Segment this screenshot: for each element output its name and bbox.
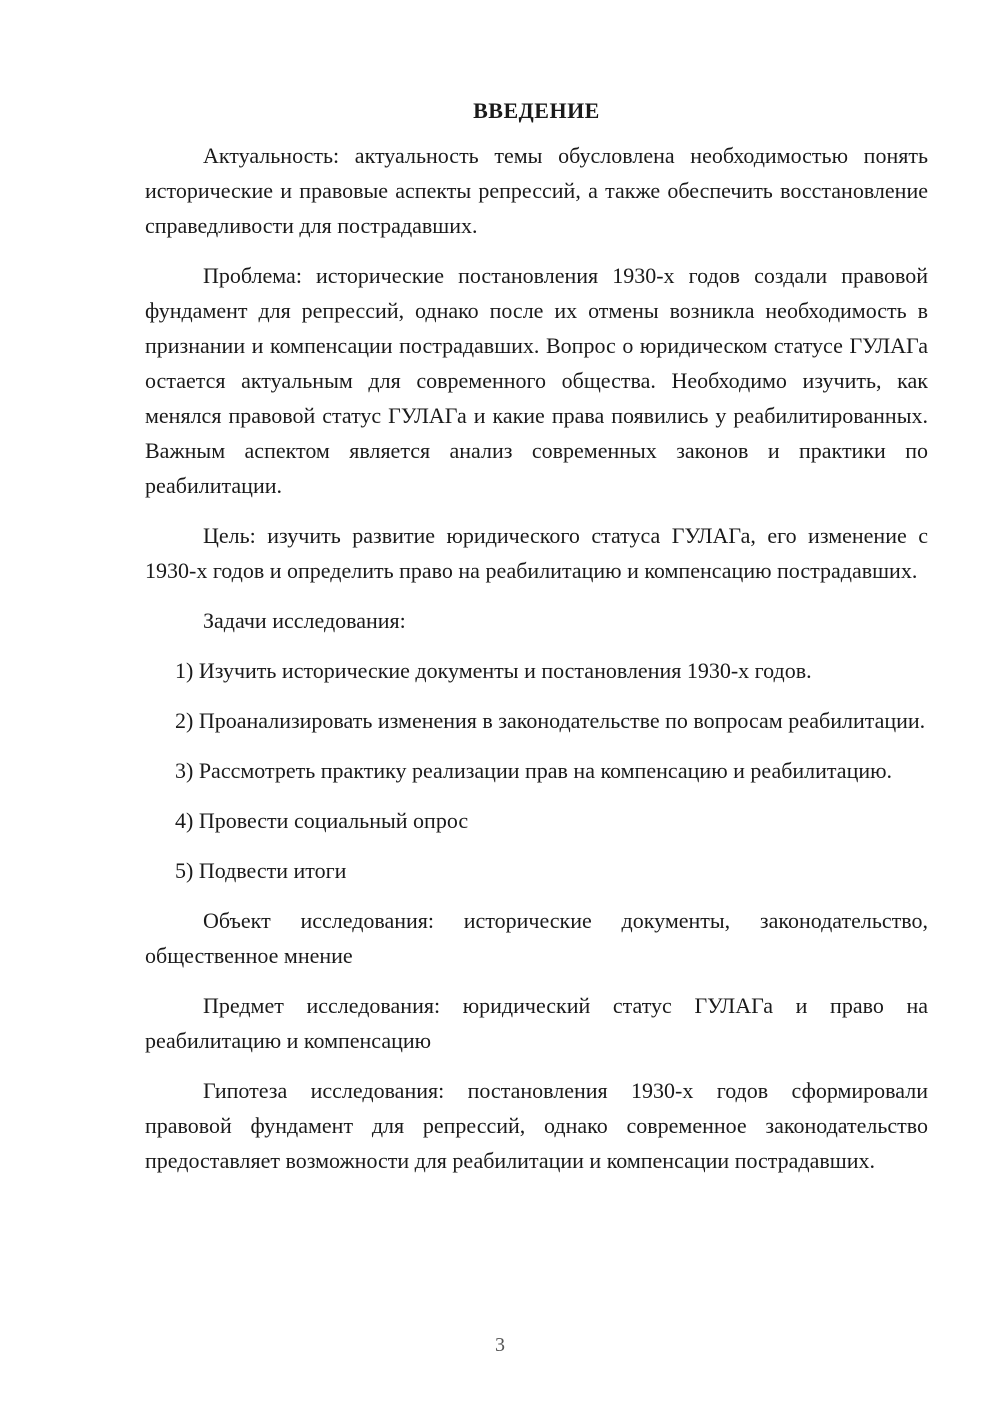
paragraph-subject: Предмет исследования: юридический статус ГУЛАГа и право на реабилитацию и компенсацию — [145, 993, 928, 1053]
paragraph-object: Объект исследования: исторические документы, законодательство, общественное мнение — [145, 908, 928, 968]
task-item-1: 1) Изучить исторические документы и постановления 1930-х годов. — [175, 658, 812, 683]
task-item-3: 3) Рассмотреть практику реализации прав на компенсацию и реабилитацию. — [175, 758, 893, 783]
paragraph-problem: Проблема: исторические постановления 1930-х годов создали правовой фундамент для репрессий, однако после их отмены возникла необходимость в признании и компенсации пострадавших. Вопрос о юридическом статусе ГУЛАГа остается актуальным для современного общества. Необходимо изучить, как менялся правовой статус ГУЛАГа и какие права появились у реабилитированных. Важным аспектом является анализ современных законов и практики по реабилитации. — [145, 263, 928, 498]
paragraph-hypothesis: Гипотеза исследования: постановления 1930-х годов сформировали правовой фундамент для репрессий, однако современное законодательство предоставляет возможности для реабилитации и компенсации пострадавших. — [145, 1078, 928, 1173]
tasks-heading: Задачи исследования: — [203, 608, 406, 633]
section-title: ВВЕДЕНИЕ — [473, 98, 600, 123]
task-item-5: 5) Подвести итоги — [175, 858, 347, 883]
paragraph-relevance: Актуальность: актуальность темы обусловлена необходимостью понять исторические и правовые аспекты репрессий, а также обеспечить восстановление справедливости для пострадавших. — [145, 143, 928, 238]
task-item-4: 4) Провести социальный опрос — [175, 808, 469, 833]
page-number: 3 — [495, 1334, 505, 1356]
paragraph-goal: Цель: изучить развитие юридического статуса ГУЛАГа, его изменение с 1930-х годов и определить право на реабилитацию и компенсацию пострадавших. — [145, 523, 928, 583]
page-content — [145, 98, 928, 1193]
task-item-2: 2) Проанализировать изменения в законодательстве по вопросам реабилитации. — [175, 708, 926, 733]
